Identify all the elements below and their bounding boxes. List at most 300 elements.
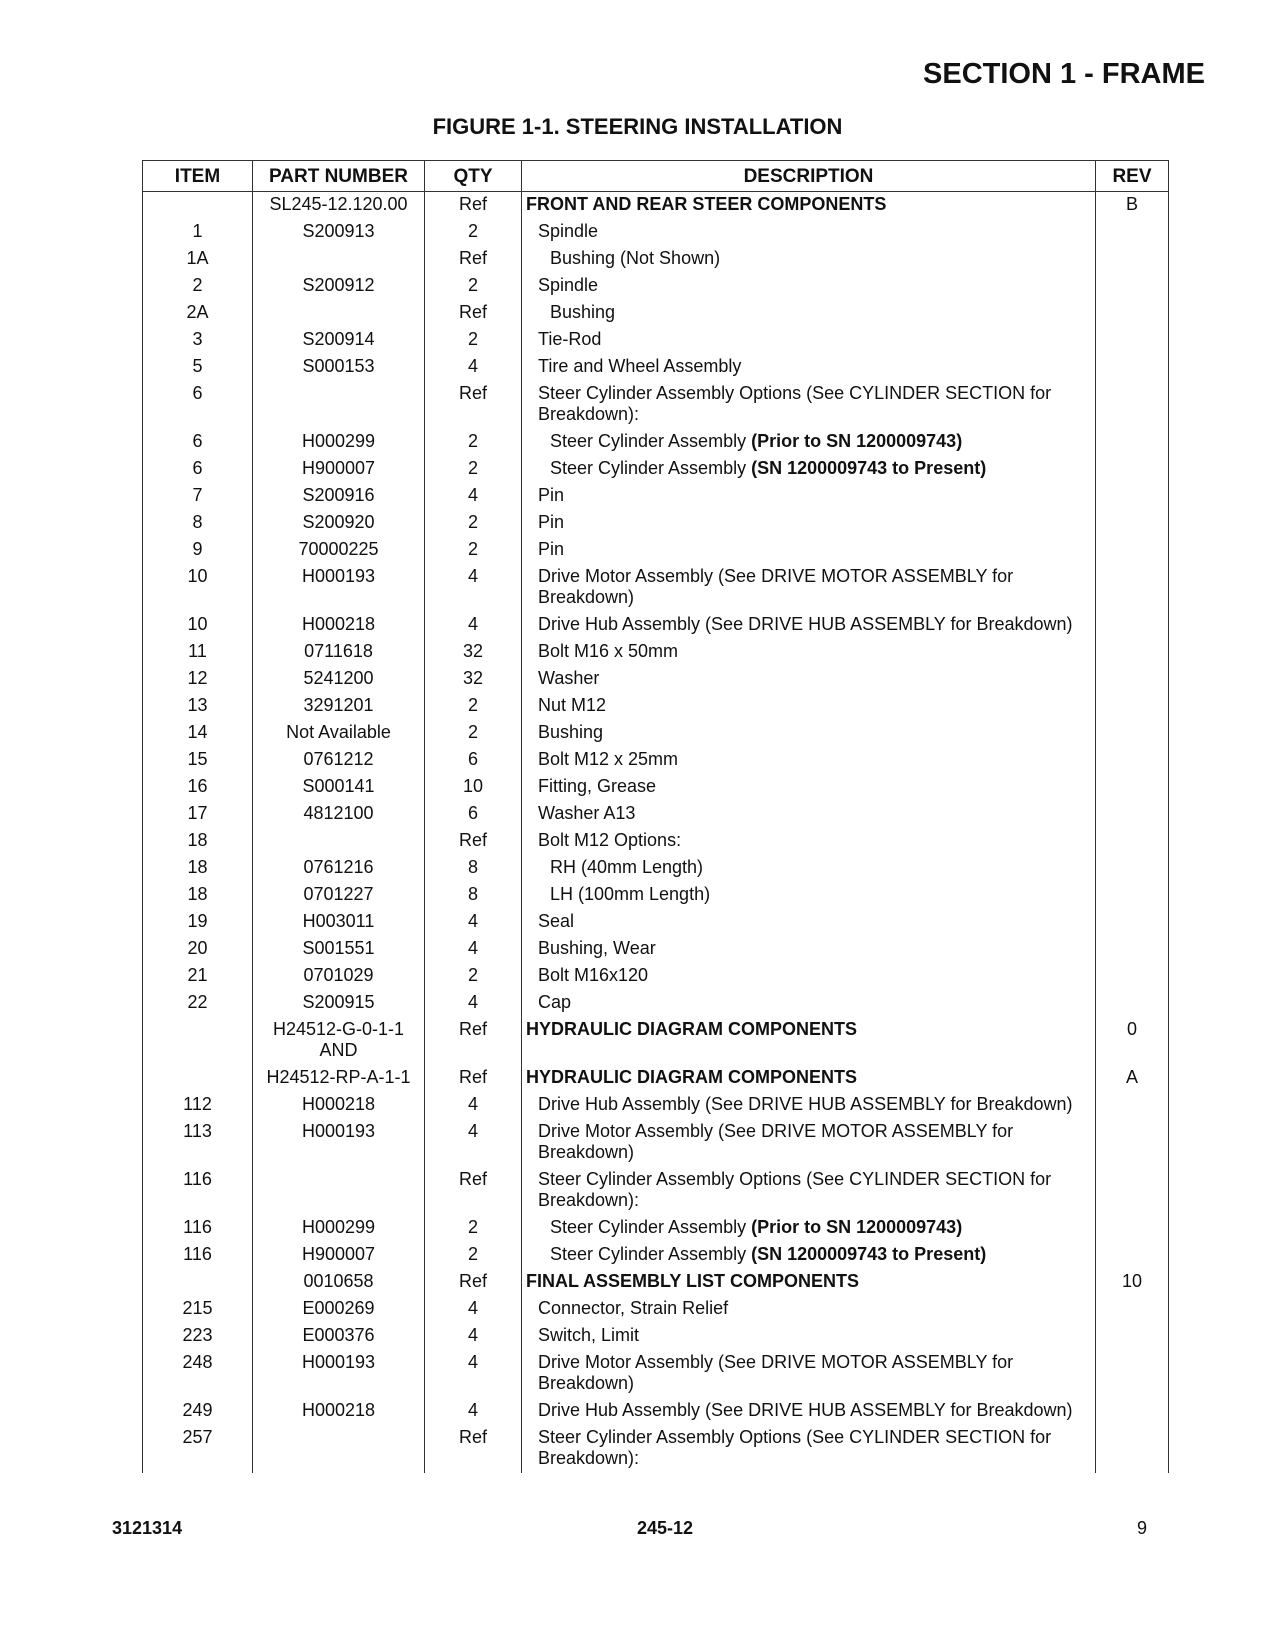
table-row — [143, 1323, 1169, 1350]
table-row — [143, 720, 1169, 747]
table-row — [143, 273, 1169, 300]
description-cell — [522, 774, 1096, 801]
rev-cell — [1096, 1425, 1169, 1473]
qty-cell: 4 — [425, 1350, 522, 1398]
table-row — [143, 1119, 1169, 1167]
qty-cell: Ref — [425, 300, 522, 327]
part-number-cell: S200914 — [253, 327, 425, 354]
rev-cell — [1096, 774, 1169, 801]
qty-cell: 4 — [425, 1092, 522, 1119]
qty-cell: 2 — [425, 456, 522, 483]
item-cell: 6 — [143, 381, 253, 429]
item-cell: 18 — [143, 882, 253, 909]
description-cell — [522, 354, 1096, 381]
item-cell — [143, 1269, 253, 1296]
table-row — [143, 801, 1169, 828]
rev-cell: 10 — [1096, 1269, 1169, 1296]
description-cell — [522, 1296, 1096, 1323]
item-cell: 5 — [143, 354, 253, 381]
description-cell — [522, 327, 1096, 354]
serial-range-note: (Prior to SN 1200009743) — [751, 1217, 963, 1237]
table-row — [143, 1215, 1169, 1242]
description-text: Washer A13 — [538, 803, 636, 823]
item-cell: 116 — [143, 1167, 253, 1215]
qty-cell: 4 — [425, 354, 522, 381]
rev-cell — [1096, 801, 1169, 828]
qty-cell: 6 — [425, 801, 522, 828]
qty-cell: 10 — [425, 774, 522, 801]
rev-cell — [1096, 483, 1169, 510]
qty-cell: 4 — [425, 564, 522, 612]
description-text: Bolt M12 Options: — [538, 830, 682, 850]
item-cell: 19 — [143, 909, 253, 936]
description-text: HYDRAULIC DIAGRAM COMPONENTS — [526, 1019, 857, 1039]
item-cell: 11 — [143, 639, 253, 666]
rev-cell — [1096, 354, 1169, 381]
rev-cell — [1096, 327, 1169, 354]
rev-cell — [1096, 1215, 1169, 1242]
item-cell: 6 — [143, 429, 253, 456]
rev-cell — [1096, 1398, 1169, 1425]
qty-cell: 4 — [425, 612, 522, 639]
description-text: Drive Motor Assembly (See DRIVE MOTOR ASSEMBLY for Breakdown) — [538, 1121, 1014, 1162]
column-header-part-number: PART NUMBER — [253, 161, 425, 192]
item-cell: 248 — [143, 1350, 253, 1398]
rev-cell — [1096, 720, 1169, 747]
table-row — [143, 510, 1169, 537]
rev-cell — [1096, 1323, 1169, 1350]
item-cell: 223 — [143, 1323, 253, 1350]
part-number-cell: H000193 — [253, 564, 425, 612]
description-text: Steer Cylinder Assembly — [550, 1244, 752, 1264]
section-title: SECTION 1 - FRAME — [923, 58, 1205, 90]
table-row — [143, 828, 1169, 855]
item-cell: 249 — [143, 1398, 253, 1425]
parts-table — [142, 160, 1169, 1473]
table-row — [143, 1350, 1169, 1398]
description-cell — [522, 219, 1096, 246]
table-row — [143, 381, 1169, 429]
description-text: Drive Hub Assembly (See DRIVE HUB ASSEMBLY for Breakdown) — [538, 614, 1073, 634]
item-cell: 14 — [143, 720, 253, 747]
table-row — [143, 963, 1169, 990]
description-cell — [522, 456, 1096, 483]
qty-cell: 32 — [425, 666, 522, 693]
description-cell — [522, 990, 1096, 1017]
rev-cell — [1096, 219, 1169, 246]
description-cell — [522, 1092, 1096, 1119]
part-number-cell — [253, 300, 425, 327]
part-number-cell: H000299 — [253, 1215, 425, 1242]
qty-cell: 4 — [425, 990, 522, 1017]
item-cell: 18 — [143, 828, 253, 855]
rev-cell — [1096, 1092, 1169, 1119]
qty-cell: 2 — [425, 1242, 522, 1269]
item-cell: 112 — [143, 1092, 253, 1119]
description-cell — [522, 639, 1096, 666]
description-text: Spindle — [538, 221, 599, 241]
item-cell: 116 — [143, 1242, 253, 1269]
description-cell — [522, 564, 1096, 612]
item-cell: 22 — [143, 990, 253, 1017]
description-cell — [522, 273, 1096, 300]
table-row — [143, 1167, 1169, 1215]
rev-cell — [1096, 936, 1169, 963]
table-row — [143, 429, 1169, 456]
part-number-cell: H003011 — [253, 909, 425, 936]
rev-cell: A — [1096, 1065, 1169, 1092]
part-number-cell: 3291201 — [253, 693, 425, 720]
serial-range-note: (Prior to SN 1200009743) — [751, 431, 963, 451]
part-number-cell: H24512-RP-A-1-1 — [253, 1065, 425, 1092]
description-text: FINAL ASSEMBLY LIST COMPONENTS — [526, 1271, 860, 1291]
qty-cell: 4 — [425, 1398, 522, 1425]
qty-cell: 4 — [425, 483, 522, 510]
table-row — [143, 990, 1169, 1017]
qty-cell: 4 — [425, 1323, 522, 1350]
description-cell — [522, 855, 1096, 882]
description-text: Bushing — [550, 302, 616, 322]
description-text: Tire and Wheel Assembly — [538, 356, 742, 376]
description-text: Connector, Strain Relief — [538, 1298, 729, 1318]
part-number-cell: 0761212 — [253, 747, 425, 774]
description-cell — [522, 801, 1096, 828]
description-cell — [522, 1065, 1096, 1092]
description-text: Steer Cylinder Assembly — [550, 1217, 752, 1237]
part-number-cell: SL245-12.120.00 — [253, 192, 425, 220]
rev-cell — [1096, 612, 1169, 639]
description-text: Pin — [538, 539, 565, 559]
description-text: Drive Motor Assembly (See DRIVE MOTOR ASSEMBLY for Breakdown) — [538, 566, 1014, 607]
qty-cell: Ref — [425, 1269, 522, 1296]
description-text: Bushing, Wear — [538, 938, 656, 958]
qty-cell: 2 — [425, 693, 522, 720]
qty-cell: 2 — [425, 1215, 522, 1242]
description-cell — [522, 936, 1096, 963]
table-row — [143, 456, 1169, 483]
item-cell: 17 — [143, 801, 253, 828]
rev-cell — [1096, 747, 1169, 774]
table-row — [143, 1269, 1169, 1296]
part-number-cell: H000299 — [253, 429, 425, 456]
part-number-cell: H24512-G-0-1-1 AND — [253, 1017, 425, 1065]
part-number-cell: H000218 — [253, 1398, 425, 1425]
description-text: Steer Cylinder Assembly Options (See CYLINDER SECTION for Breakdown): — [538, 1169, 1052, 1210]
description-text: Drive Hub Assembly (See DRIVE HUB ASSEMBLY for Breakdown) — [538, 1400, 1073, 1420]
part-number-cell — [253, 246, 425, 273]
description-text: Bolt M16 x 50mm — [538, 641, 679, 661]
qty-cell: 6 — [425, 747, 522, 774]
table-row — [143, 666, 1169, 693]
table-row — [143, 747, 1169, 774]
part-number-cell: 5241200 — [253, 666, 425, 693]
description-cell — [522, 537, 1096, 564]
rev-cell: B — [1096, 192, 1169, 220]
rev-cell — [1096, 246, 1169, 273]
table-row — [143, 936, 1169, 963]
rev-cell — [1096, 1296, 1169, 1323]
part-number-cell — [253, 1425, 425, 1473]
footer-page-number: 9 — [1136, 1518, 1147, 1538]
rev-cell — [1096, 564, 1169, 612]
qty-cell: 2 — [425, 273, 522, 300]
parts-table-body — [143, 192, 1169, 1474]
description-cell — [522, 1425, 1096, 1473]
item-cell — [143, 192, 253, 220]
description-text: Bushing (Not Shown) — [550, 248, 721, 268]
rev-cell — [1096, 990, 1169, 1017]
description-text: Pin — [538, 512, 565, 532]
item-cell: 113 — [143, 1119, 253, 1167]
part-number-cell: Not Available — [253, 720, 425, 747]
rev-cell — [1096, 273, 1169, 300]
part-number-cell: E000269 — [253, 1296, 425, 1323]
rev-cell — [1096, 909, 1169, 936]
table-row — [143, 1017, 1169, 1065]
item-cell: 2 — [143, 273, 253, 300]
description-text: Washer — [538, 668, 600, 688]
rev-cell — [1096, 1350, 1169, 1398]
part-number-cell: 0701029 — [253, 963, 425, 990]
item-cell: 8 — [143, 510, 253, 537]
description-text: Bushing — [538, 722, 604, 742]
description-cell — [522, 963, 1096, 990]
description-text: Bolt M16x120 — [538, 965, 649, 985]
description-cell — [522, 510, 1096, 537]
table-row — [143, 1425, 1169, 1473]
qty-cell: 2 — [425, 963, 522, 990]
description-cell — [522, 1242, 1096, 1269]
rev-cell — [1096, 381, 1169, 429]
table-row — [143, 354, 1169, 381]
description-text: Fitting, Grease — [538, 776, 657, 796]
qty-cell: 2 — [425, 429, 522, 456]
description-cell — [522, 1350, 1096, 1398]
description-cell — [522, 828, 1096, 855]
item-cell: 18 — [143, 855, 253, 882]
item-cell: 116 — [143, 1215, 253, 1242]
part-number-cell: H000218 — [253, 1092, 425, 1119]
item-cell: 2A — [143, 300, 253, 327]
rev-cell — [1096, 882, 1169, 909]
description-cell — [522, 300, 1096, 327]
rev-cell — [1096, 510, 1169, 537]
part-number-cell: H000193 — [253, 1350, 425, 1398]
description-text: RH (40mm Length) — [550, 857, 704, 877]
table-row — [143, 1296, 1169, 1323]
rev-cell — [1096, 429, 1169, 456]
description-cell — [522, 909, 1096, 936]
rev-cell: 0 — [1096, 1017, 1169, 1065]
part-number-cell: S000141 — [253, 774, 425, 801]
qty-cell: 2 — [425, 219, 522, 246]
description-cell — [522, 1398, 1096, 1425]
qty-cell: 4 — [425, 936, 522, 963]
table-row — [143, 1242, 1169, 1269]
table-row — [143, 612, 1169, 639]
qty-cell: 32 — [425, 639, 522, 666]
table-row — [143, 564, 1169, 612]
table-row — [143, 639, 1169, 666]
table-row — [143, 1398, 1169, 1425]
description-cell — [522, 381, 1096, 429]
column-header-qty: QTY — [425, 161, 522, 192]
qty-cell: Ref — [425, 1017, 522, 1065]
rev-cell — [1096, 456, 1169, 483]
item-cell: 20 — [143, 936, 253, 963]
part-number-cell: 70000225 — [253, 537, 425, 564]
rev-cell — [1096, 300, 1169, 327]
qty-cell: Ref — [425, 381, 522, 429]
item-cell: 21 — [143, 963, 253, 990]
table-row — [143, 693, 1169, 720]
part-number-cell: S200916 — [253, 483, 425, 510]
part-number-cell: 0010658 — [253, 1269, 425, 1296]
table-row — [143, 483, 1169, 510]
rev-cell — [1096, 639, 1169, 666]
part-number-cell: H000193 — [253, 1119, 425, 1167]
part-number-cell: H000218 — [253, 612, 425, 639]
footer-model: 245-12 — [636, 1518, 694, 1538]
item-cell: 3 — [143, 327, 253, 354]
table-row — [143, 1065, 1169, 1092]
description-cell — [522, 483, 1096, 510]
description-cell — [522, 612, 1096, 639]
table-row — [143, 882, 1169, 909]
serial-range-note: (SN 1200009743 to Present) — [751, 1244, 987, 1264]
part-number-cell: 4812100 — [253, 801, 425, 828]
description-text: Nut M12 — [538, 695, 607, 715]
serial-range-note: (SN 1200009743 to Present) — [751, 458, 987, 478]
qty-cell: Ref — [425, 1167, 522, 1215]
item-cell: 12 — [143, 666, 253, 693]
description-text: Switch, Limit — [538, 1325, 640, 1345]
description-cell — [522, 720, 1096, 747]
description-cell — [522, 747, 1096, 774]
description-text: Bolt M12 x 25mm — [538, 749, 679, 769]
part-number-cell: 0761216 — [253, 855, 425, 882]
description-text: LH (100mm Length) — [550, 884, 711, 904]
qty-cell: Ref — [425, 828, 522, 855]
qty-cell: 2 — [425, 327, 522, 354]
item-cell: 10 — [143, 612, 253, 639]
footer-doc-number: 3121314 — [112, 1518, 183, 1538]
table-row — [143, 537, 1169, 564]
qty-cell: Ref — [425, 1065, 522, 1092]
table-row — [143, 246, 1169, 273]
item-cell: 16 — [143, 774, 253, 801]
item-cell: 1 — [143, 219, 253, 246]
rev-cell — [1096, 855, 1169, 882]
item-cell: 7 — [143, 483, 253, 510]
item-cell — [143, 1017, 253, 1065]
qty-cell: 8 — [425, 882, 522, 909]
table-row — [143, 909, 1169, 936]
column-header-item: ITEM — [143, 161, 253, 192]
description-text: Steer Cylinder Assembly — [550, 458, 752, 478]
figure-title: FIGURE 1-1. STEERING INSTALLATION — [432, 114, 843, 139]
part-number-cell — [253, 1167, 425, 1215]
item-cell: 13 — [143, 693, 253, 720]
description-cell — [522, 429, 1096, 456]
description-text: Seal — [538, 911, 575, 931]
part-number-cell: H900007 — [253, 456, 425, 483]
description-cell — [522, 1269, 1096, 1296]
rev-cell — [1096, 666, 1169, 693]
rev-cell — [1096, 693, 1169, 720]
part-number-cell — [253, 381, 425, 429]
qty-cell: 8 — [425, 855, 522, 882]
qty-cell: Ref — [425, 1425, 522, 1473]
item-cell — [143, 1065, 253, 1092]
part-number-cell: 0701227 — [253, 882, 425, 909]
part-number-cell: E000376 — [253, 1323, 425, 1350]
part-number-cell: S200913 — [253, 219, 425, 246]
table-row — [143, 219, 1169, 246]
description-text: Cap — [538, 992, 572, 1012]
qty-cell: Ref — [425, 192, 522, 220]
description-cell — [522, 1017, 1096, 1065]
part-number-cell: S200912 — [253, 273, 425, 300]
description-cell — [522, 1215, 1096, 1242]
description-text: Drive Motor Assembly (See DRIVE MOTOR ASSEMBLY for Breakdown) — [538, 1352, 1014, 1393]
qty-cell: 2 — [425, 720, 522, 747]
table-header-row — [143, 161, 1169, 192]
description-cell — [522, 246, 1096, 273]
qty-cell: 2 — [425, 510, 522, 537]
item-cell: 1A — [143, 246, 253, 273]
description-text: Tie-Rod — [538, 329, 602, 349]
description-text: FRONT AND REAR STEER COMPONENTS — [526, 194, 887, 214]
column-header-description: DESCRIPTION — [522, 161, 1096, 192]
table-row — [143, 1092, 1169, 1119]
description-cell — [522, 1323, 1096, 1350]
part-number-cell: 0711618 — [253, 639, 425, 666]
description-text: Drive Hub Assembly (See DRIVE HUB ASSEMBLY for Breakdown) — [538, 1094, 1073, 1114]
column-header-rev: REV — [1096, 161, 1169, 192]
description-cell — [522, 882, 1096, 909]
part-number-cell: S000153 — [253, 354, 425, 381]
table-row — [143, 774, 1169, 801]
table-row — [143, 192, 1169, 220]
item-cell: 215 — [143, 1296, 253, 1323]
table-row — [143, 855, 1169, 882]
rev-cell — [1096, 828, 1169, 855]
rev-cell — [1096, 963, 1169, 990]
description-cell — [522, 666, 1096, 693]
table-row — [143, 327, 1169, 354]
description-text: Steer Cylinder Assembly Options (See CYLINDER SECTION for Breakdown): — [538, 1427, 1052, 1468]
qty-cell: Ref — [425, 246, 522, 273]
rev-cell — [1096, 1119, 1169, 1167]
description-cell — [522, 1119, 1096, 1167]
rev-cell — [1096, 1242, 1169, 1269]
description-text: Steer Cylinder Assembly Options (See CYLINDER SECTION for Breakdown): — [538, 383, 1052, 424]
description-text: HYDRAULIC DIAGRAM COMPONENTS — [526, 1067, 857, 1087]
item-cell: 257 — [143, 1425, 253, 1473]
part-number-cell: H900007 — [253, 1242, 425, 1269]
description-text: Pin — [538, 485, 565, 505]
description-cell — [522, 693, 1096, 720]
part-number-cell: S200920 — [253, 510, 425, 537]
description-cell — [522, 192, 1096, 220]
item-cell: 15 — [143, 747, 253, 774]
item-cell: 10 — [143, 564, 253, 612]
part-number-cell: S200915 — [253, 990, 425, 1017]
qty-cell: 4 — [425, 1296, 522, 1323]
rev-cell — [1096, 1167, 1169, 1215]
part-number-cell — [253, 828, 425, 855]
